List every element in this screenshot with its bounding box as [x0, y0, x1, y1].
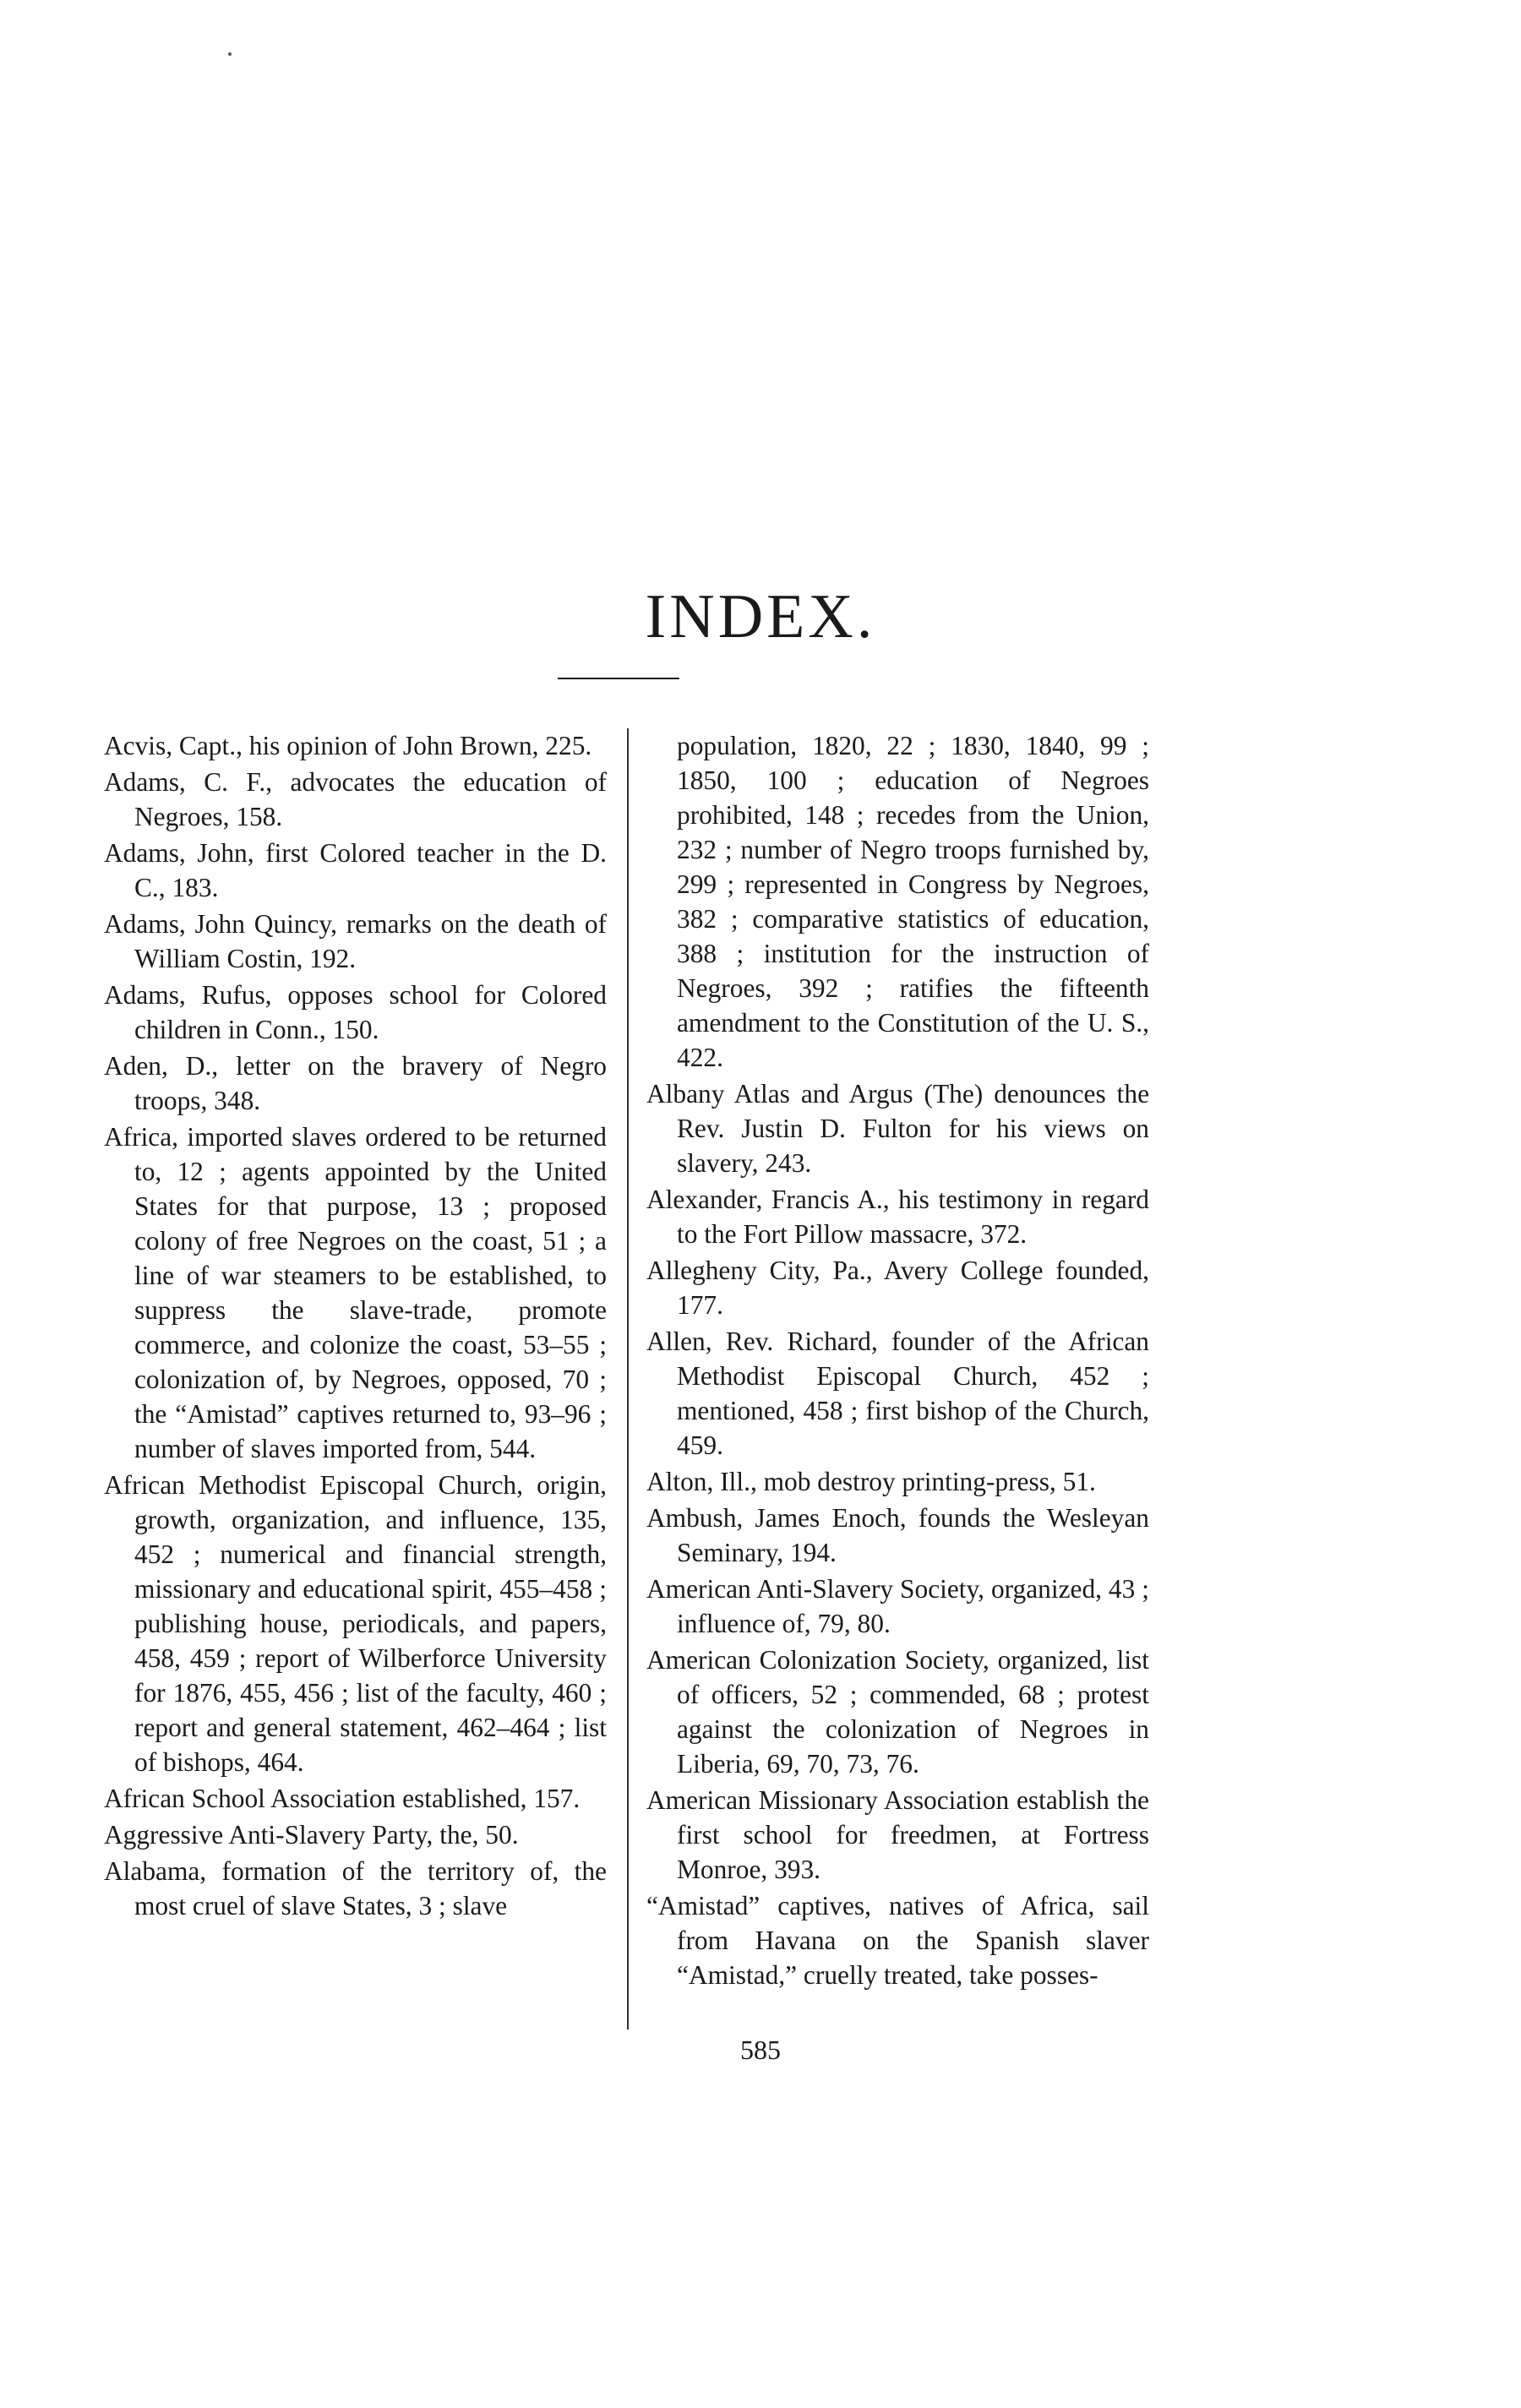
column-divider — [627, 728, 629, 2029]
stray-ink-mark — [228, 52, 232, 56]
index-entry: Adams, C. F., advocates the education of Negroes, 158. — [104, 767, 607, 831]
index-entry: Ambush, James Enoch, founds the Wesleyan Seminary, 194. — [646, 1503, 1149, 1567]
index-entry: African Methodist Episcopal Church, origin, growth, organization, and influence, 135, 452 ; numerical and financial strength, missionary and educational spirit, 455–458 ; publishing house, periodicals, and papers, 458, 459 ; report of Wilberforce University for 1876, 455, 456 ; list of the faculty, 460 ; report and general statement, 462–464 ; list of bishops, 464. — [104, 1470, 607, 1777]
index-entry: Allen, Rev. Richard, founder of the African Methodist Episcopal Church, 452 ; mentioned, 458 ; first bishop of the Church, 459. — [646, 1327, 1149, 1460]
index-entry: “Amistad” captives, natives of Africa, sail from Havana on the Spanish slaver “Amistad,” cruelly treated, take posses- — [646, 1891, 1149, 1990]
index-entry: Alton, Ill., mob destroy printing-press, 51. — [646, 1467, 1096, 1496]
index-entry-continuation: population, 1820, 22 ; 1830, 1840, 99 ; 1850, 100 ; education of Negroes prohibited, 148 ; recedes from the Union, 232 ; number of Negro troops furnished by, 299 ; represented in Congress by Negroes, 382 ; comparative statistics of education, 388 ; institution for the instruction of Negroes, 392 ; ratifies the fifteenth amendment to the Constitution of the U. S., 422. — [677, 731, 1149, 1072]
index-entry: Adams, John Quincy, remarks on the death of William Costin, 192. — [104, 909, 607, 973]
index-entry: Allegheny City, Pa., Avery College founded, 177. — [646, 1256, 1149, 1320]
index-entry: American Missionary Association establish the first school for freedmen, at Fortress Monroe, 393. — [646, 1785, 1149, 1884]
index-entry: American Anti-Slavery Society, organized, 43 ; influence of, 79, 80. — [646, 1574, 1149, 1638]
index-entry: Alexander, Francis A., his testimony in regard to the Fort Pillow massacre, 372. — [646, 1185, 1149, 1249]
index-entry: Africa, imported slaves ordered to be returned to, 12 ; agents appointed by the United States for that purpose, 13 ; proposed colony of free Negroes on the coast, 51 ; a line of war steamers to be established, to suppress the slave-trade, promote commerce, and colonize the coast, 53–55 ; colonization of, by Negroes, opposed, 70 ; the “Amistad” captives returned to, 93–96 ; number of slaves imported from, 544. — [104, 1122, 607, 1463]
page-title: INDEX. — [645, 582, 876, 651]
title-rule — [558, 678, 679, 679]
index-entry: African School Association established, 157. — [104, 1784, 581, 1813]
index-entry: Acvis, Capt., his opinion of John Brown, 225. — [104, 731, 592, 760]
index-column-left — [104, 728, 607, 1925]
index-column-right — [646, 728, 1149, 1994]
index-entry: Adams, John, first Colored teacher in the D. C., 183. — [104, 838, 607, 902]
index-entry: Albany Atlas and Argus (The) denounces the Rev. Justin D. Fulton for his views on slavery, 243. — [646, 1079, 1149, 1178]
index-entry: Adams, Rufus, opposes school for Colored children in Conn., 150. — [104, 980, 607, 1044]
index-entry: American Colonization Society, organized, list of officers, 52 ; commended, 68 ; protest against the colonization of Negroes in Liberia, 69, 70, 73, 76. — [646, 1645, 1149, 1779]
page-number: 585 — [740, 2035, 781, 2065]
index-entry: Aden, D., letter on the bravery of Negro troops, 348. — [104, 1051, 607, 1115]
index-entry: Aggressive Anti-Slavery Party, the, 50. — [104, 1820, 519, 1850]
index-entry: Alabama, formation of the territory of, the most cruel of slave States, 3 ; slave — [104, 1856, 607, 1920]
